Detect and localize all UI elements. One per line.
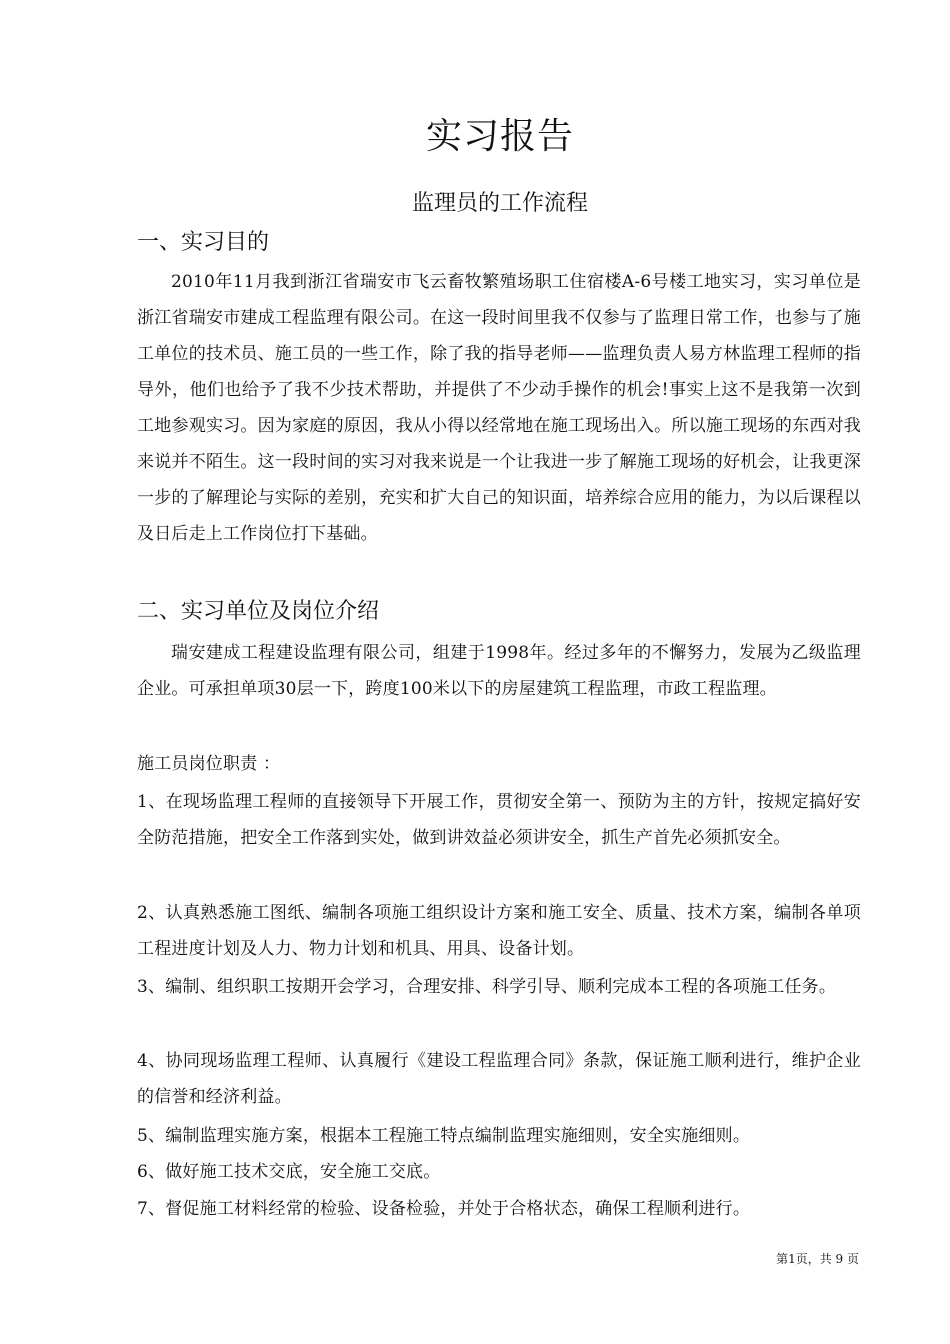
- unit-paragraph: 瑞安建成工程建设监理有限公司，组建于1998年。经过多年的不懈努力，发展为乙级监理企业。可承担单项30层一下，跨度100米以下的房屋建筑工程监理，市政工程监理。: [137, 643, 861, 699]
- duty-item-2: 2、认真熟悉施工图纸、编制各项施工组织设计方案和施工安全、质量、技术方案，编制各单项工程进度计划及人力、物力计划和机具、用具、设备计划。: [137, 903, 861, 959]
- duty-item-6: 6、做好施工技术交底，安全施工交底。: [137, 1162, 441, 1182]
- document-title: 实习报告: [425, 116, 574, 157]
- document-subtitle: 监理员的工作流程: [411, 191, 588, 216]
- purpose-paragraph: 2010年11月我到浙江省瑞安市飞云畜牧繁殖场职工住宿楼A-6号楼工地实习，实习单位是浙江省瑞安市建成工程监理有限公司。在这一段时间里我不仅参与了监理日常工作，也参与了施工单位的技术员、施工员的一些工作，除了我的指导老师——监理负责人易方林监理工程师的指导外，他们也给予了我不少技术帮助，并提供了不少动手操作的机会!事实上这不是我第一次到工地参观实习。因为家庭的原因，我从小得以经常地在施工现场出入。所以施工现场的东西对我来说并不陌生。这一段时间的实习对我来说是一个让我进一步了解施工现场的好机会，让我更深一步的了解理论与实际的差别，充实和扩大自己的知识面，培养综合应用的能力，为以后课程以及日后走上工作岗位打下基础。: [137, 272, 861, 544]
- duty-item-4: 4、协同现场监理工程师、认真履行《建设工程监理合同》条款，保证施工顺利进行，维护企业的信誉和经济利益。: [137, 1051, 861, 1107]
- duty-item-3: 3、编制、组织职工按期开会学习，合理安排、科学引导、顺利完成本工程的各项施工任务。: [137, 977, 837, 997]
- section-heading-purpose: 一、实习目的: [137, 230, 270, 255]
- duties-heading: 施工员岗位职责 ：: [137, 754, 281, 774]
- duty-item-7: 7、督促施工材料经常的检验、设备检验，并处于合格状态，确保工程顺利进行。: [137, 1199, 751, 1219]
- page-number-footer: 第1页，共 9 页: [776, 1252, 859, 1266]
- section-heading-unit: 二、实习单位及岗位介绍: [137, 599, 380, 624]
- duty-item-1: 1、在现场监理工程师的直接领导下开展工作，贯彻安全第一、预防为主的方针，按规定搞好安全防范措施，把安全工作落到实处，做到讲效益必须讲安全，抓生产首先必须抓安全。: [137, 792, 861, 848]
- duty-item-5: 5、编制监理实施方案，根据本工程施工特点编制监理实施细则，安全实施细则。: [137, 1126, 751, 1146]
